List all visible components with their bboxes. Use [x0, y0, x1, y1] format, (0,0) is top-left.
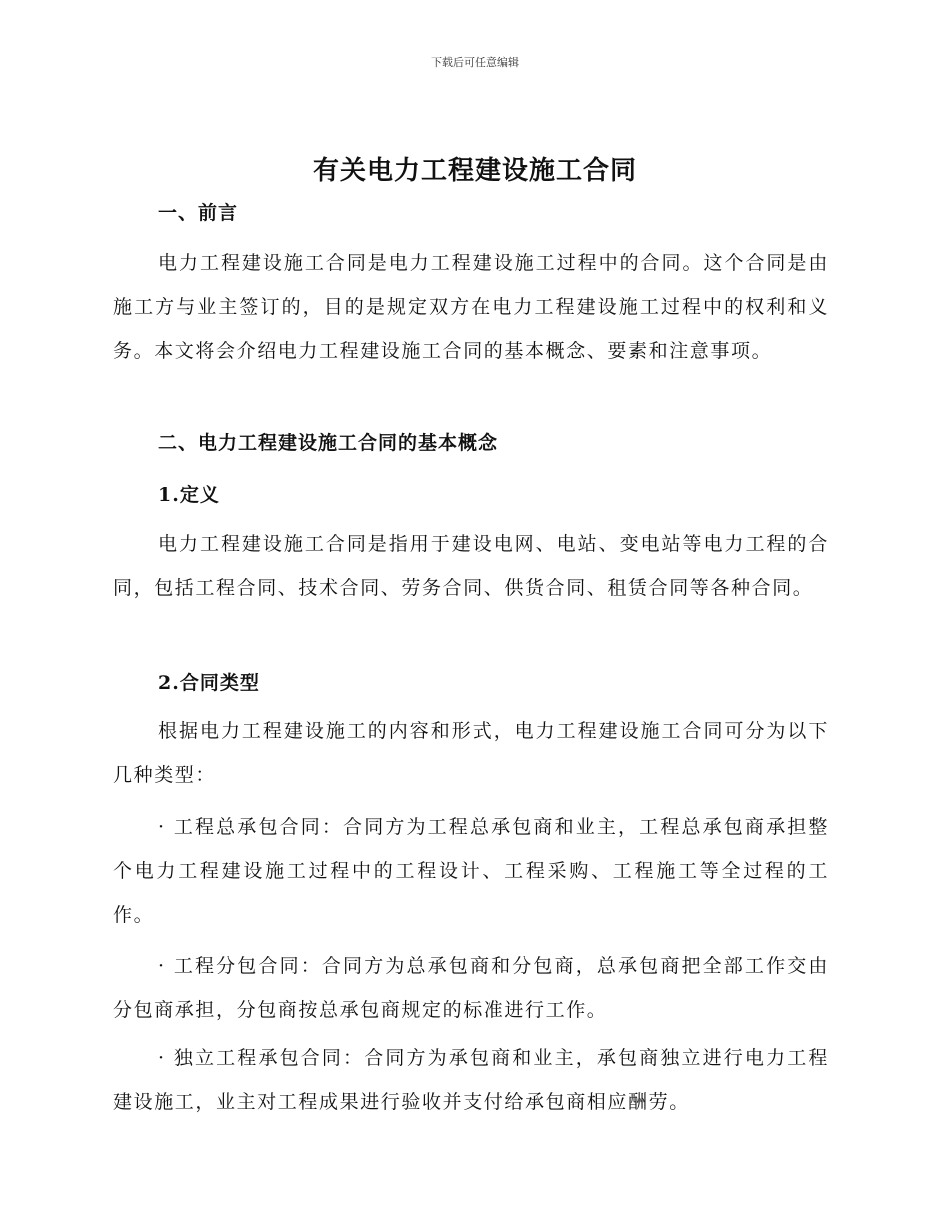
paragraph-intro: 电力工程建设施工合同是电力工程建设施工过程中的合同。这个合同是由施工方与业主签订的，目的是规定双方在电力工程建设施工过程中的权利和义务。本文将会介绍电力工程建设施工合同的基本概念、要素和注意事项。 [113, 252, 829, 362]
section-heading-concepts: 二、电力工程建设施工合同的基本概念 [158, 432, 499, 454]
bullet-general-contract: · 工程总承包合同：合同方为工程总承包商和业主，工程总承包商承担整个电力工程建设施工过程中的工程设计、工程采购、工程施工等全过程的工作。 [113, 816, 829, 926]
subheading-contract-types: 2.合同类型 [158, 672, 260, 694]
document-title: 有关电力工程建设施工合同 [312, 156, 637, 186]
bullet-subcontract: · 工程分包合同：合同方为总承包商和分包商，总承包商把全部工作交由分包商承担，分包商按总承包商规定的标准进行工作。 [113, 955, 829, 1021]
subheading-definition: 1.定义 [158, 484, 220, 506]
page-header: 下载后可任意编辑 [431, 56, 519, 69]
bullet-independent-contract: · 独立工程承包合同：合同方为承包商和业主，承包商独立进行电力工程建设施工，业主对工程成果进行验收并支付给承包商相应酬劳。 [113, 1047, 829, 1113]
paragraph-definition: 电力工程建设施工合同是指用于建设电网、电站、变电站等电力工程的合同，包括工程合同、技术合同、劳务合同、供货合同、租赁合同等各种合同。 [113, 533, 829, 599]
paragraph-types-intro: 根据电力工程建设施工的内容和形式，电力工程建设施工合同可分为以下几种类型： [113, 720, 829, 786]
section-heading-preface: 一、前言 [158, 202, 239, 224]
